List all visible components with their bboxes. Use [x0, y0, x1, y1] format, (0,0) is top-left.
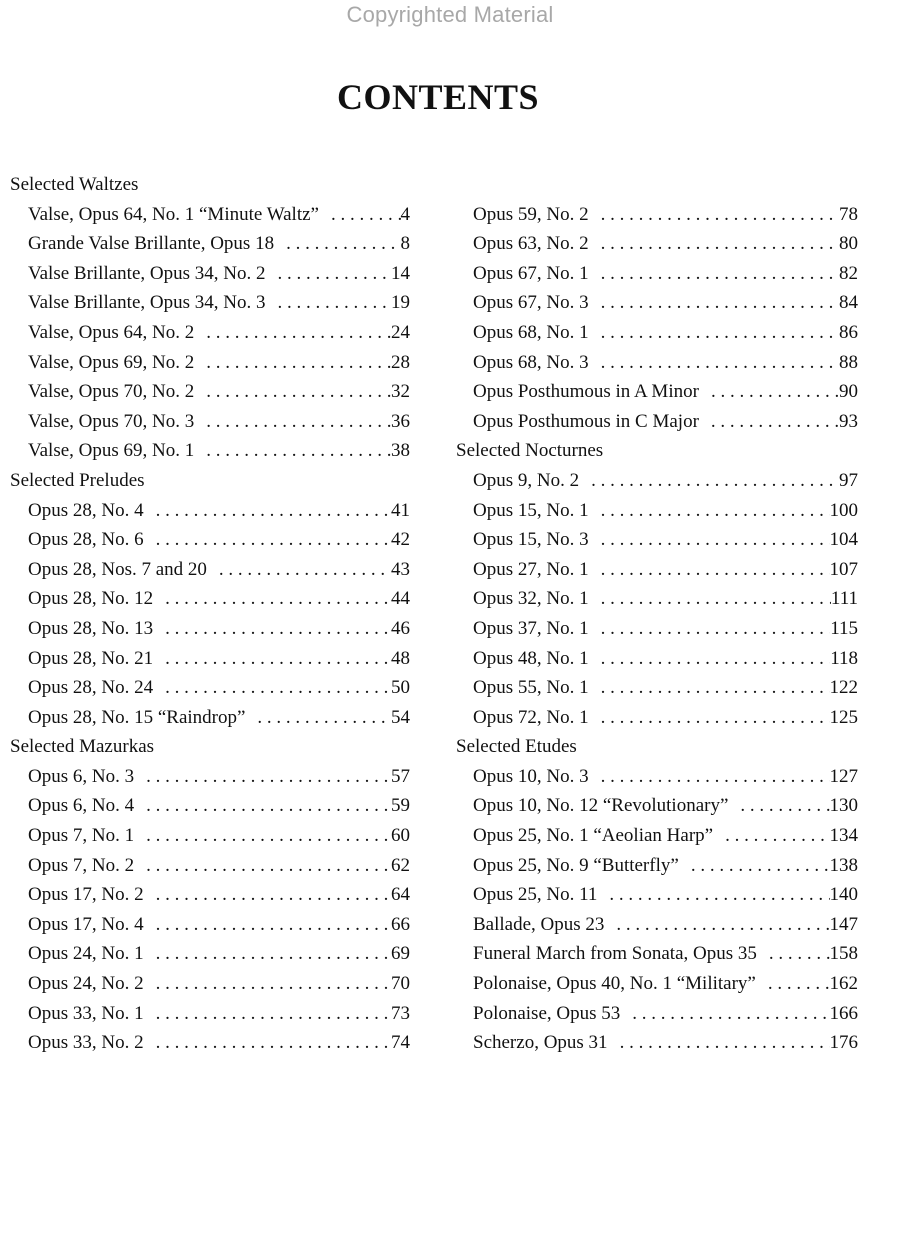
entry-title: Opus 28, No. 13 [28, 617, 154, 639]
dot-leader [144, 910, 391, 940]
toc-entry [456, 407, 858, 437]
entry-title: Valse, Opus 70, No. 2 [28, 381, 195, 403]
entry-title: Opus 33, No. 1 [28, 1002, 144, 1024]
entry-page: 80 [839, 233, 858, 255]
entry-page: 84 [839, 292, 858, 314]
toc-entry [456, 348, 858, 378]
toc-entry [10, 259, 410, 289]
toc-entry [456, 969, 858, 999]
toc-entry [10, 762, 410, 792]
entry-page: 50 [391, 677, 410, 699]
entry-page: 66 [391, 913, 410, 935]
toc-entry [456, 910, 858, 940]
toc-entry [10, 851, 410, 881]
toc-entry [456, 318, 858, 348]
dot-leader [144, 496, 391, 526]
dot-leader [144, 969, 391, 999]
dot-leader [265, 288, 391, 318]
toc-entry [10, 584, 410, 614]
entry-page: 14 [391, 262, 410, 284]
entry-title: Valse, Opus 70, No. 3 [28, 410, 195, 432]
entry-page: 38 [391, 440, 410, 462]
toc-entry [10, 614, 410, 644]
dot-leader [194, 407, 391, 437]
dot-leader [153, 644, 391, 674]
entry-title: Opus 63, No. 2 [473, 233, 589, 255]
entry-title: Opus 48, No. 1 [473, 647, 589, 669]
entry-title: Opus 67, No. 3 [473, 292, 589, 314]
toc-entry [10, 791, 410, 821]
entry-title: Polonaise, Opus 53 [473, 1002, 621, 1024]
entry-title: Polonaise, Opus 40, No. 1 “Military” [473, 973, 756, 995]
dot-leader [604, 910, 829, 940]
toc-entry [10, 348, 410, 378]
dot-leader [589, 673, 830, 703]
dot-leader [679, 851, 830, 881]
entry-page: 73 [391, 1002, 410, 1024]
toc-entry [456, 880, 858, 910]
dot-leader [589, 525, 830, 555]
entry-page: 54 [391, 706, 410, 728]
dot-leader [699, 377, 839, 407]
entry-title: Opus 28, No. 24 [28, 677, 154, 699]
toc-entry [10, 407, 410, 437]
dot-leader [134, 762, 391, 792]
entry-page: 107 [829, 558, 858, 580]
toc-entry [10, 229, 410, 259]
entry-title: Opus 17, No. 2 [28, 884, 144, 906]
toc-entry [456, 821, 858, 851]
dot-leader [597, 880, 829, 910]
entry-title: Opus 6, No. 4 [28, 795, 135, 817]
entry-page: 60 [391, 825, 410, 847]
entry-page: 130 [829, 795, 858, 817]
toc-entry [456, 496, 858, 526]
toc-entry [10, 880, 410, 910]
dot-leader [194, 318, 391, 348]
entry-title: Opus Posthumous in A Minor [473, 381, 699, 403]
entry-page: 74 [391, 1032, 410, 1054]
dot-leader [134, 791, 391, 821]
entry-page: 36 [391, 410, 410, 432]
toc-entry [10, 673, 410, 703]
entry-title: Opus 9, No. 2 [473, 469, 580, 491]
toc-entry [456, 288, 858, 318]
entry-title: Opus 15, No. 1 [473, 499, 589, 521]
entry-title: Opus 15, No. 3 [473, 529, 589, 551]
entry-title: Opus 17, No. 4 [28, 913, 144, 935]
entry-page: 43 [391, 558, 410, 580]
toc-entry [456, 703, 858, 733]
entry-page: 115 [830, 617, 858, 639]
toc-entry [10, 377, 410, 407]
toc-entry [10, 910, 410, 940]
entry-page: 44 [391, 588, 410, 610]
toc-entry [456, 791, 858, 821]
entry-title: Opus 28, Nos. 7 and 20 [28, 558, 207, 580]
entry-title: Valse, Opus 69, No. 1 [28, 440, 195, 462]
toc-entry [10, 821, 410, 851]
entry-page: 127 [829, 765, 858, 787]
entry-page: 48 [391, 647, 410, 669]
dot-leader [699, 407, 839, 437]
dot-leader [589, 703, 830, 733]
entry-title: Valse, Opus 64, No. 1 “Minute Waltz” [28, 203, 319, 225]
entry-page: 69 [391, 943, 410, 965]
entry-page: 93 [839, 410, 858, 432]
toc-entry [10, 496, 410, 526]
entry-page: 28 [391, 351, 410, 373]
entry-title: Valse, Opus 69, No. 2 [28, 351, 195, 373]
toc-entry [456, 1028, 858, 1058]
entry-title: Opus 7, No. 2 [28, 854, 135, 876]
section-heading-continued [456, 170, 858, 200]
toc-entry [10, 999, 410, 1029]
dot-leader [194, 436, 391, 466]
entry-title: Opus 55, No. 1 [473, 677, 589, 699]
entry-page: 122 [829, 677, 858, 699]
dot-leader [589, 644, 831, 674]
entry-page: 111 [830, 588, 858, 610]
dot-leader [589, 318, 839, 348]
toc-entry [10, 288, 410, 318]
toc-entry [456, 673, 858, 703]
entry-title: Opus 10, No. 3 [473, 765, 589, 787]
dot-leader [757, 939, 830, 969]
entry-title: Opus 7, No. 1 [28, 825, 135, 847]
section-heading-nocturnes: Selected Nocturnes [456, 440, 604, 462]
dot-leader [144, 525, 391, 555]
dot-leader [589, 555, 830, 585]
toc-entry [456, 259, 858, 289]
dot-leader [589, 584, 831, 614]
toc-entry [456, 377, 858, 407]
entry-page: 158 [829, 943, 858, 965]
entry-page: 86 [839, 321, 858, 343]
entry-page: 46 [391, 617, 410, 639]
toc-entry [456, 555, 858, 585]
entry-title: Opus 28, No. 6 [28, 529, 144, 551]
entry-page: 166 [829, 1002, 858, 1024]
toc-entry [10, 318, 410, 348]
toc-entry [456, 614, 858, 644]
toc-entry [456, 939, 858, 969]
toc-entry [10, 703, 410, 733]
entry-title: Valse, Opus 64, No. 2 [28, 321, 195, 343]
dot-leader [153, 614, 391, 644]
dot-leader [756, 969, 830, 999]
dot-leader [245, 703, 391, 733]
entry-title: Valse Brillante, Opus 34, No. 2 [28, 262, 266, 284]
entry-title: Opus 68, No. 3 [473, 351, 589, 373]
toc-entry [456, 999, 858, 1029]
dot-leader [194, 348, 391, 378]
entry-title: Opus 33, No. 2 [28, 1032, 144, 1054]
dot-leader [144, 880, 391, 910]
entry-title: Opus Posthumous in C Major [473, 410, 699, 432]
toc-entry [10, 436, 410, 466]
entry-page: 90 [839, 381, 858, 403]
entry-title: Opus 25, No. 1 “Aeolian Harp” [473, 825, 714, 847]
dot-leader [144, 1028, 391, 1058]
entry-page: 147 [829, 913, 858, 935]
dot-leader [274, 229, 400, 259]
entry-page: 62 [391, 854, 410, 876]
entry-title: Opus 10, No. 12 “Revolutionary” [473, 795, 729, 817]
entry-page: 125 [829, 706, 858, 728]
entry-title: Opus 59, No. 2 [473, 203, 589, 225]
entry-title: Opus 6, No. 3 [28, 765, 135, 787]
entry-title: Opus 32, No. 1 [473, 588, 589, 610]
entry-page: 118 [830, 647, 858, 669]
entry-title: Opus 25, No. 11 [473, 884, 598, 906]
entry-page: 32 [391, 381, 410, 403]
entry-title: Opus 28, No. 15 “Raindrop” [28, 706, 246, 728]
dot-leader [589, 762, 830, 792]
dot-leader [589, 348, 839, 378]
section-heading-waltzes: Selected Waltzes [10, 174, 139, 195]
entry-title: Opus 72, No. 1 [473, 706, 589, 728]
entry-page: 19 [391, 292, 410, 314]
entry-page: 134 [829, 825, 858, 847]
dot-leader [589, 496, 830, 526]
entry-title: Ballade, Opus 23 [473, 913, 605, 935]
entry-title: Opus 28, No. 12 [28, 588, 154, 610]
dot-leader [194, 377, 391, 407]
entry-title: Opus 68, No. 1 [473, 321, 589, 343]
dot-leader [589, 288, 839, 318]
entry-title: Opus 67, No. 1 [473, 262, 589, 284]
entry-page: 42 [391, 529, 410, 551]
dot-leader [579, 466, 839, 496]
entry-title: Opus 37, No. 1 [473, 617, 589, 639]
entry-page: 70 [391, 973, 410, 995]
dot-leader [207, 555, 391, 585]
toc-entry [456, 584, 858, 614]
dot-leader [589, 229, 839, 259]
copyright-watermark: Copyrighted Material [346, 2, 554, 27]
toc-entry [10, 644, 410, 674]
entry-page: 140 [829, 884, 858, 906]
entry-title: Opus 24, No. 2 [28, 973, 144, 995]
toc-entry [10, 969, 410, 999]
entry-title: Opus 28, No. 4 [28, 499, 144, 521]
dot-leader [589, 259, 839, 289]
toc-entry [10, 1028, 410, 1058]
toc-entry [10, 525, 410, 555]
entry-page: 100 [829, 499, 858, 521]
dot-leader [608, 1028, 830, 1058]
entry-title: Funeral March from Sonata, Opus 35 [473, 943, 757, 965]
dot-leader [144, 939, 391, 969]
entry-title: Opus 28, No. 21 [28, 647, 154, 669]
entry-page: 176 [829, 1032, 858, 1054]
entry-page: 78 [839, 203, 858, 225]
toc-entry [456, 466, 858, 496]
entry-title: Opus 27, No. 1 [473, 558, 589, 580]
section-heading-preludes: Selected Preludes [10, 469, 145, 491]
entry-page: 8 [400, 233, 410, 255]
entry-page: 138 [829, 854, 858, 876]
dot-leader [153, 673, 391, 703]
section-heading-mazurkas: Selected Mazurkas [10, 736, 155, 758]
dot-leader [144, 999, 391, 1029]
entry-page: 88 [839, 351, 858, 373]
dot-leader [713, 821, 829, 851]
toc-entry [10, 200, 410, 230]
entry-page: 64 [391, 884, 410, 906]
toc-column-left [10, 170, 410, 1058]
dot-leader [728, 791, 829, 821]
dot-leader [620, 999, 829, 1029]
entry-page: 97 [839, 469, 858, 491]
entry-page: 4 [400, 203, 410, 225]
entry-title: Valse Brillante, Opus 34, No. 3 [28, 292, 266, 314]
dot-leader [153, 584, 391, 614]
dot-leader [589, 200, 839, 230]
dot-leader [319, 200, 401, 230]
entry-page: 82 [839, 262, 858, 284]
section-heading-etudes: Selected Etudes [456, 736, 577, 758]
entry-title: Opus 24, No. 1 [28, 943, 144, 965]
entry-page: 59 [391, 795, 410, 817]
entry-page: 57 [391, 765, 410, 787]
entry-title: Scherzo, Opus 31 [473, 1032, 608, 1054]
entry-page: 162 [829, 973, 858, 995]
toc-entry [456, 525, 858, 555]
toc-entry [10, 939, 410, 969]
toc-entry [456, 762, 858, 792]
entry-page: 104 [829, 529, 858, 551]
dot-leader [134, 851, 391, 881]
toc-entry [456, 644, 858, 674]
entry-page: 41 [391, 499, 410, 521]
toc-column-right [456, 170, 858, 1058]
toc-entry [456, 229, 858, 259]
dot-leader [265, 259, 391, 289]
toc-entry [456, 200, 858, 230]
toc-entry [10, 555, 410, 585]
dot-leader [589, 614, 831, 644]
page-title: CONTENTS [336, 77, 540, 117]
entry-page: 24 [391, 321, 410, 343]
entry-title: Opus 25, No. 9 “Butterfly” [473, 854, 679, 876]
toc-entry [456, 851, 858, 881]
dot-leader [134, 821, 391, 851]
entry-title: Grande Valse Brillante, Opus 18 [28, 233, 275, 255]
